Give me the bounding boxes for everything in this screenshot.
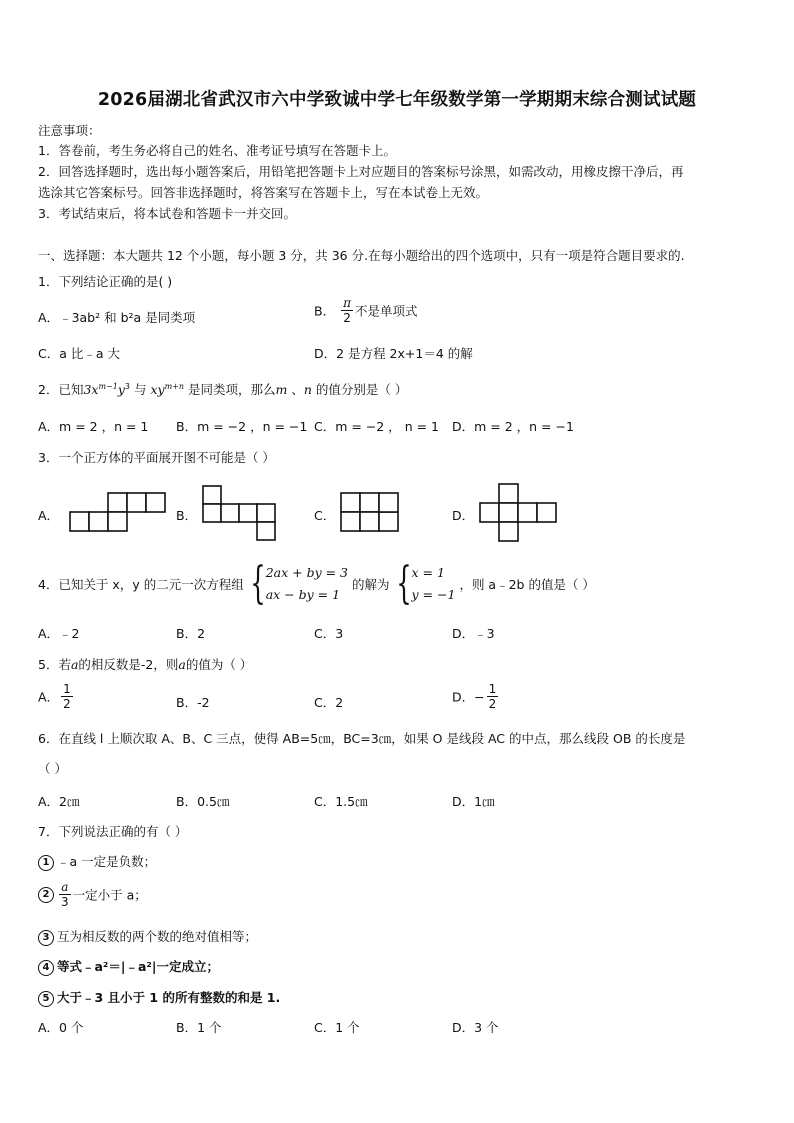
- q2-term1-y-exp: 3: [124, 381, 131, 391]
- q7-option-a: A．0 个: [38, 1020, 84, 1035]
- q5-option-d: [452, 682, 500, 711]
- notice-item-2: 2．回答选择题时，选出每小题答案后，用铅笔把答题卡上对应题目的答案标号涂黑，如需改动，用橡皮擦干净后，再: [38, 164, 684, 179]
- q4-solution-system: [412, 562, 456, 606]
- q2-stem-pre: 2．已知: [38, 382, 84, 397]
- q2-var-m: m: [275, 382, 288, 397]
- q7-statement-3: [38, 927, 257, 946]
- q6-option-b: B．0.5㎝: [176, 794, 230, 809]
- q3-option-d-label: D．: [452, 508, 475, 523]
- q4-option-a: A．﹣2: [38, 626, 80, 641]
- q7-option-b: B．1 个: [176, 1020, 222, 1035]
- q1-option-b: [314, 296, 417, 325]
- q2-stem-end: 的值分别是（ ）: [311, 382, 408, 397]
- q5-d-label: D．−: [452, 689, 485, 705]
- q6-option-d: D．1㎝: [452, 794, 495, 809]
- q5-var-a: a: [70, 657, 79, 672]
- q2-stem-mid: 是同类项，那么: [184, 382, 276, 397]
- q5-option-c: C．2: [314, 695, 344, 710]
- q6-stem-cont: （ ）: [38, 761, 67, 776]
- q5-var-a-2: a: [178, 657, 186, 672]
- q7-s4-text: 等式﹣a²＝|﹣a²|一定成立；: [57, 959, 219, 974]
- q5-option-b: B．-2: [176, 695, 210, 710]
- fraction-denominator: 2: [343, 311, 351, 325]
- notice-heading: 注意事项：: [38, 123, 101, 138]
- q5-stem: [38, 655, 252, 673]
- circled-number-icon: 3: [38, 930, 54, 946]
- q4-option-b: B．2: [176, 626, 206, 641]
- q7-statement-2: [38, 880, 147, 909]
- q6-option-c: C．1.5㎝: [314, 794, 368, 809]
- left-brace-icon: {: [395, 558, 412, 609]
- circled-number-icon: 5: [38, 991, 54, 1007]
- q1-d-text: 2 是方程 2x+1＝4 的解: [336, 346, 473, 361]
- fraction-numerator: 1: [63, 682, 71, 696]
- q3-stem: 3．一个正方体的平面展开图不可能是（ ）: [38, 450, 275, 465]
- q4-stem: [38, 558, 595, 610]
- q4-option-c: C．3: [314, 626, 344, 641]
- fraction-denominator: 2: [488, 697, 497, 711]
- q4-eq2: ax − by = 1: [265, 587, 341, 602]
- q5-stem-pre: 5．若: [38, 657, 71, 672]
- fraction-numerator: π: [343, 296, 351, 310]
- q6-option-a: A．2㎝: [38, 794, 80, 809]
- q2-sep: 、: [287, 382, 304, 397]
- q7-option-c: C．1 个: [314, 1020, 360, 1035]
- q2-and: 与: [130, 382, 151, 397]
- q5-stem-end: 的值为（ ）: [185, 657, 253, 672]
- q3-net-b-figure: [202, 485, 278, 543]
- circled-number-icon: 4: [38, 960, 54, 976]
- circled-number-icon: 2: [38, 887, 54, 903]
- q5-a-label: A．: [38, 689, 60, 705]
- q4-stem-pre: 4．已知关于 x，y 的二元一次方程组: [38, 577, 244, 592]
- q2-var-n: n: [303, 382, 312, 397]
- q3-net-c-figure: [340, 492, 402, 534]
- q1-c-text: a 比﹣a 大: [59, 346, 121, 361]
- fraction-numerator: a: [59, 880, 71, 895]
- q2-stem: [38, 380, 407, 398]
- q7-stem: 7．下列说法正确的有（ ）: [38, 824, 188, 839]
- q1-option-c: [38, 344, 120, 362]
- notice-item-1: 1．答卷前，考生务必将自己的姓名、准考证号填写在答题卡上。: [38, 143, 396, 158]
- q2-option-c: C．m = −2 ， n = 1: [314, 419, 439, 434]
- fraction-denominator: 2: [63, 697, 71, 711]
- q1-option-d: [314, 344, 473, 362]
- q2-term2: xy: [150, 382, 165, 397]
- q7-s5-text: 大于﹣3 且小于 1 的所有整数的和是 1.: [57, 990, 281, 1005]
- q7-statement-4: [38, 957, 219, 976]
- a-over-3-fraction: [59, 880, 71, 909]
- q3-option-c-label: C．: [314, 508, 336, 523]
- q3-net-d-figure: [479, 483, 559, 543]
- q1-stem: 1．下列结论正确的是( ): [38, 274, 173, 289]
- q7-s2-text: 一定小于 a；: [72, 887, 147, 903]
- q1-a-label: A．: [38, 310, 60, 325]
- q7-s3-text: 互为相反数的两个数的绝对值相等；: [57, 929, 258, 944]
- q1-d-label: D．: [314, 346, 337, 361]
- q3-net-a-figure: [69, 492, 169, 534]
- half-fraction: [61, 682, 73, 711]
- q2-option-b: B．m = −2 ，n = −1: [176, 419, 308, 434]
- q7-s1-text: ﹣a 一定是负数；: [57, 854, 157, 869]
- q7-statement-5: [38, 988, 280, 1007]
- notice-item-3: 3．考试结束后，将本试卷和答题卡一并交回。: [38, 206, 296, 221]
- q5-stem-mid: 的相反数是-2，则: [78, 657, 179, 672]
- left-brace-icon: {: [250, 558, 266, 609]
- q3-option-a-label: A．: [38, 508, 60, 523]
- pi-over-2-fraction: [341, 296, 353, 325]
- q1-b-text: 不是单项式: [354, 303, 418, 319]
- q1-b-label: B．: [314, 303, 336, 319]
- q2-term1-y: y: [117, 382, 125, 397]
- q1-option-a: [38, 308, 195, 326]
- exam-title: 2026届湖北省武汉市六中学致诚中学七年级数学第一学期期末综合测试试题: [97, 90, 697, 110]
- q7-option-d: D．3 个: [452, 1020, 499, 1035]
- q4-stem-mid: 的解为: [352, 577, 390, 592]
- fraction-numerator: 1: [488, 682, 497, 696]
- q4-sol1: x = 1: [411, 565, 445, 580]
- section-heading: 一、选择题：本大题共 12 个小题，每小题 3 分，共 36 分.在每小题给出的四个选项中，只有一项是符合题目要求的.: [38, 248, 685, 263]
- q4-eq1: 2ax + by = 3: [265, 565, 349, 580]
- q5-option-a: [38, 682, 75, 711]
- q7-statement-1: [38, 852, 156, 871]
- q2-term1: 3x: [83, 382, 99, 397]
- q3-option-b-label: B．: [176, 508, 198, 523]
- circled-number-icon: 1: [38, 855, 54, 871]
- q6-stem: 6．在直线 l 上顺次取 A、B、C 三点，使得 AB=5㎝，BC=3㎝，如果 O 是线段 AC 的中点，那么线段 OB 的长度是: [38, 731, 686, 746]
- fraction-denominator: 3: [61, 895, 69, 909]
- q2-option-d: D．m = 2 ，n = −1: [452, 419, 574, 434]
- half-fraction: [487, 682, 499, 711]
- q4-sol2: y = −1: [411, 587, 456, 602]
- q2-option-a: A．m = 2 ，n = 1: [38, 419, 149, 434]
- q2-term2-exp: m+n: [164, 381, 185, 391]
- q4-equation-system: [266, 562, 348, 606]
- q2-term1-exp: m−1: [98, 381, 118, 391]
- q4-option-d: D．﹣3: [452, 626, 495, 641]
- q1-a-text: ﹣3ab² 和 b²a 是同类项: [59, 310, 196, 325]
- q1-c-label: C．: [38, 346, 60, 361]
- notice-item-2-cont: 选涂其它答案标号。回答非选择题时，将答案写在答题卡上，写在本试卷上无效。: [38, 185, 489, 200]
- q4-stem-end: ，则 a﹣2b 的值是（ ）: [459, 577, 595, 592]
